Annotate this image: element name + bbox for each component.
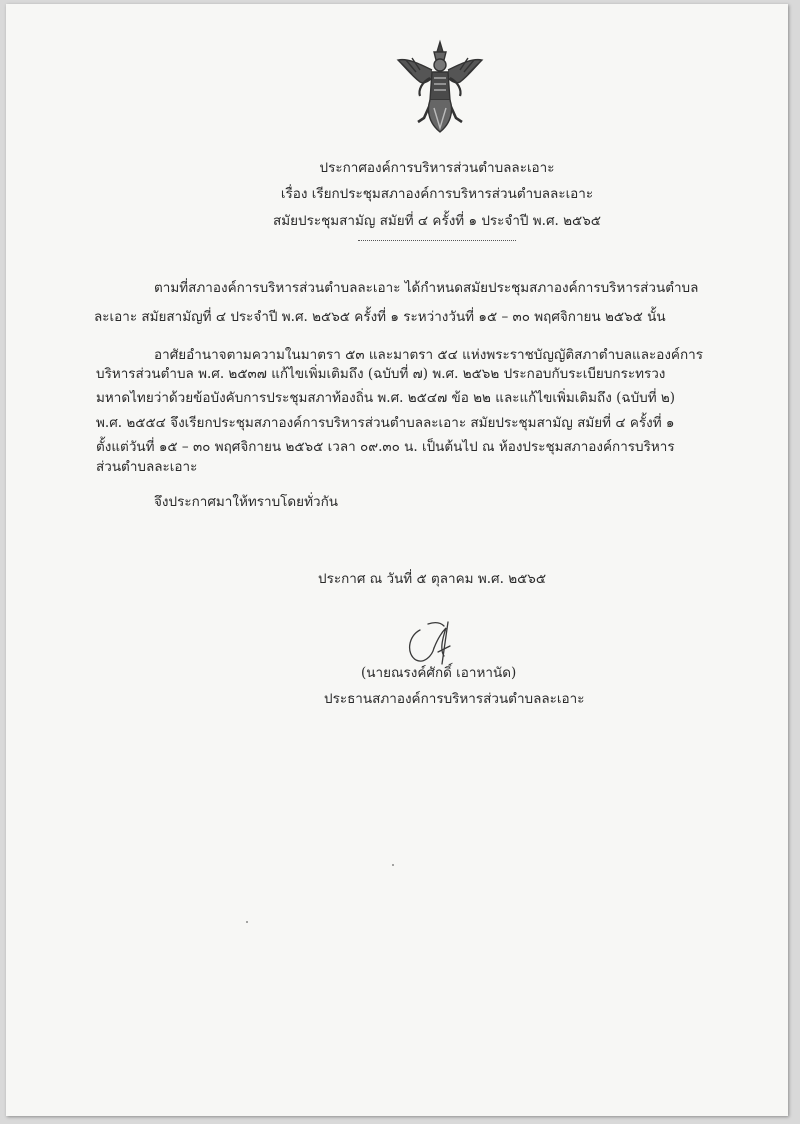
paragraph-2-line: ตั้งแต่วันที่ ๑๕ – ๓๐ พฤศจิกายน ๒๕๖๕ เวลา ๐๙.๓๐ น. เป็นต้นไป ณ ห้องประชุมสภาองค์การบริหาร [96, 439, 675, 455]
signatory-name: (นายณรงค์ศักดิ์ เอาหานัด) [361, 665, 517, 681]
announcement-subject: เรื่อง เรียกประชุมสภาองค์การบริหารส่วนตำบลละเอาะ [280, 186, 594, 202]
paragraph-2-line: มหาดไทยว่าด้วยข้อบังคับการประชุมสภาท้องถิ่น พ.ศ. ๒๕๔๗ ข้อ ๒๒ และแก้ไขเพิ่มเติมถึง (ฉบับที่ ๒) [96, 390, 676, 406]
paragraph-1-line: ละเอาะ สมัยสามัญที่ ๔ ประจำปี พ.ศ. ๒๕๖๕ ครั้งที่ ๑ ระหว่างวันที่ ๑๕ – ๓๐ พฤศจิกายน ๒๕๖๕ นั้น [94, 309, 666, 325]
paragraph-1-line: ตามที่สภาองค์การบริหารส่วนตำบลละเอาะ ได้กำหนดสมัยประชุมสภาองค์การบริหารส่วนตำบล [154, 280, 699, 296]
paragraph-2-line: อาศัยอำนาจตามความในมาตรา ๕๓ และมาตรา ๕๔ แห่งพระราชบัญญัติสภาตำบลและองค์การ [154, 347, 703, 363]
header-divider [358, 240, 516, 241]
garuda-emblem [390, 38, 490, 138]
paragraph-2-line: บริหารส่วนตำบล พ.ศ. ๒๕๓๗ แก้ไขเพิ่มเติมถึง (ฉบับที่ ๗) พ.ศ. ๒๕๖๒ ประกอบกับระเบียบกระทรวง [96, 366, 666, 382]
scan-speck [392, 864, 394, 866]
signatory-position: ประธานสภาองค์การบริหารส่วนตำบลละเอาะ [324, 691, 585, 707]
announcement-date: ประกาศ ณ วันที่ ๕ ตุลาคม พ.ศ. ๒๕๖๕ [318, 571, 547, 587]
paragraph-2-line: ส่วนตำบลละเอาะ [96, 459, 198, 475]
document-page [6, 4, 788, 1116]
paragraph-2-line: พ.ศ. ๒๕๕๔ จึงเรียกประชุมสภาองค์การบริหารส่วนตำบลละเอาะ สมัยประชุมสามัญ สมัยที่ ๔ ครั้งที่ ๑ [96, 415, 675, 431]
announcement-org-title: ประกาศองค์การบริหารส่วนตำบลละเอาะ [319, 160, 555, 176]
paragraph-3: จึงประกาศมาให้ทราบโดยทั่วกัน [154, 494, 338, 510]
announcement-session: สมัยประชุมสามัญ สมัยที่ ๔ ครั้งที่ ๑ ประจำปี พ.ศ. ๒๕๖๕ [272, 213, 602, 229]
scan-speck [246, 921, 248, 923]
